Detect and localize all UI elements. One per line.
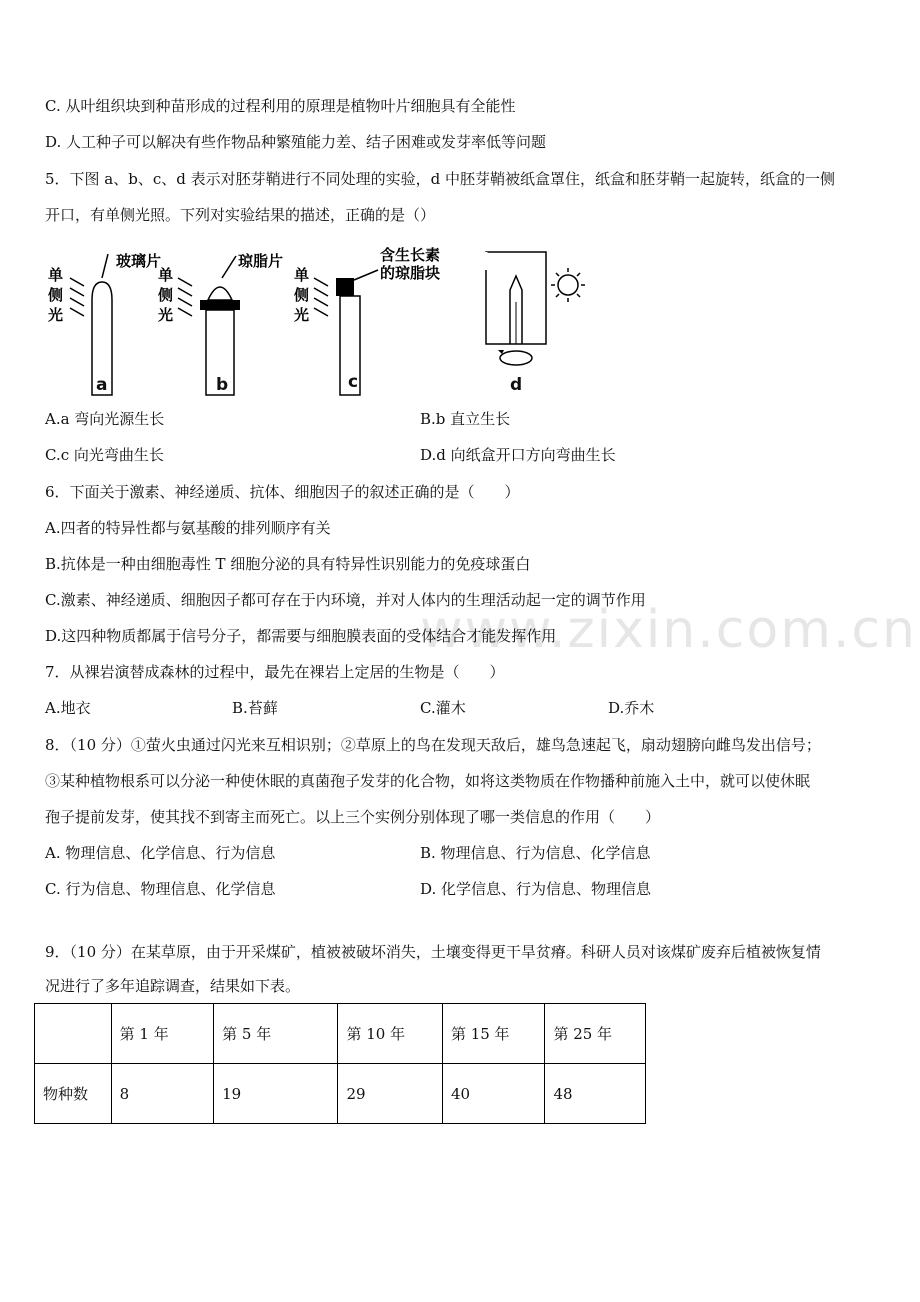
- light-arrows-c: [314, 278, 328, 316]
- table-header-cell: 第 10 年: [338, 1004, 442, 1064]
- panel-c: [293, 246, 440, 395]
- q6-option-c: C.激素、神经递质、细胞因子都可存在于内环境，并对人体内的生理活动起一定的调节作用: [45, 591, 646, 609]
- q5-option-d: D.d 向纸盒开口方向弯曲生长: [420, 446, 616, 464]
- table-cell: 48: [545, 1064, 646, 1124]
- q6-option-d: D.这四种物质都属于信号分子，都需要与细胞膜表面的受体结合才能发挥作用: [45, 627, 557, 645]
- side-light-1: 单: [48, 266, 64, 284]
- q8-stem-line2: ③某种植物根系可以分泌一种使休眠的真菌孢子发芽的化合物，如将这类物质在作物播种前施入土中，就可以使休眠: [45, 772, 811, 790]
- light-arrows-a: [70, 278, 84, 316]
- table-cell: 8: [111, 1064, 213, 1124]
- table-cell: 29: [338, 1064, 442, 1124]
- q6-option-b: B.抗体是一种由细胞毒性 T 细胞分泌的具有特异性识别能力的免疫球蛋白: [45, 555, 531, 573]
- q4-option-d: D. 人工种子可以解决有些作物品种繁殖能力差、结子困难或发芽率低等问题: [45, 133, 547, 151]
- table-header-cell: 第 1 年: [111, 1004, 213, 1064]
- svg-text:光: 光: [294, 306, 310, 324]
- sun-icon: [558, 275, 578, 295]
- rotation-arrow: [500, 351, 532, 365]
- q7-option-a: A.地衣: [45, 699, 91, 717]
- table-row-label: 物种数: [35, 1064, 112, 1124]
- q8-option-c: C. 行为信息、物理信息、化学信息: [45, 880, 276, 898]
- coleoptile-figure: [40, 240, 620, 400]
- q4-option-c: C. 从叶组织块到种苗形成的过程利用的原理是植物叶片细胞具有全能性: [45, 97, 516, 115]
- svg-text:单: 单: [294, 266, 310, 284]
- q5-stem-line1: 5．下图 a、b、c、d 表示对胚芽鞘进行不同处理的实验，d 中胚芽鞘被纸盒罩住，纸盒和胚芽鞘一起旋转，纸盒的一侧: [45, 170, 836, 188]
- species-table: [34, 1003, 646, 1124]
- label-agar: 琼脂片: [238, 252, 284, 270]
- svg-text:单: 单: [158, 266, 174, 284]
- panel-b: [157, 252, 283, 395]
- q5-option-c: C.c 向光弯曲生长: [45, 446, 164, 464]
- q8-option-d: D. 化学信息、行为信息、物理信息: [420, 880, 652, 898]
- panel-a: [47, 252, 161, 395]
- q8-stem-line1: 8．（10 分）①萤火虫通过闪光来互相识别；②草原上的鸟在发现天敌后，雄鸟急速起飞，扇动翅膀向雌鸟发出信号；: [45, 736, 821, 754]
- q9-stem-line1: 9．（10 分）在某草原，由于开采煤矿，植被被破坏消失，土壤变得更干旱贫瘠。科研人员对该煤矿废弃后植被恢复情: [45, 943, 821, 961]
- q7-stem: 7．从裸岩演替成森林的过程中，最先在裸岩上定居的生物是（ ）: [45, 663, 505, 681]
- q6-option-a: A.四者的特异性都与氨基酸的排列顺序有关: [45, 519, 331, 537]
- q8-stem-line3: 孢子提前发芽，使其找不到寄主而死亡。以上三个实例分别体现了哪一类信息的作用（ ）: [45, 808, 661, 826]
- fig-letter-b: b: [216, 375, 229, 395]
- q6-stem: 6．下面关于激素、神经递质、抗体、细胞因子的叙述正确的是（ ）: [45, 483, 520, 501]
- svg-text:侧: 侧: [294, 286, 310, 304]
- fig-letter-d: d: [510, 375, 523, 395]
- q7-option-d: D.乔木: [608, 699, 655, 717]
- table-header-cell: 第 15 年: [442, 1004, 545, 1064]
- q5-option-a: A.a 弯向光源生长: [45, 410, 165, 428]
- light-arrows-b: [178, 278, 192, 316]
- label-glass: 玻璃片: [116, 252, 162, 270]
- side-light-2: 侧: [48, 286, 64, 304]
- q9-stem-line2: 况进行了多年追踪调查，结果如下表。: [45, 977, 301, 995]
- table-cell: 19: [214, 1064, 338, 1124]
- panel-d: [486, 252, 585, 365]
- table-header-row: [35, 1004, 646, 1064]
- agar-plate: [200, 300, 240, 310]
- q5-option-b: B.b 直立生长: [420, 410, 511, 428]
- q8-option-a: A. 物理信息、化学信息、行为信息: [45, 844, 276, 862]
- svg-text:光: 光: [158, 306, 174, 324]
- glass-plate: [102, 254, 108, 278]
- q8-option-b: B. 物理信息、行为信息、化学信息: [420, 844, 651, 862]
- q7-option-b: B.苔藓: [232, 699, 278, 717]
- table-header-cell: 第 25 年: [545, 1004, 646, 1064]
- q7-option-c: C.灌木: [420, 699, 466, 717]
- table-header-cell: [35, 1004, 112, 1064]
- tip-b: [208, 287, 232, 300]
- q5-stem-line2: 开口，有单侧光照。下列对实验结果的描述，正确的是（）: [45, 206, 436, 224]
- table-header-cell: 第 5 年: [214, 1004, 338, 1064]
- table-cell: 40: [442, 1064, 545, 1124]
- label-auxin-1: 含生长素: [380, 246, 441, 264]
- auxin-block: [336, 278, 354, 296]
- watermark: www.zixin.com.cn: [420, 600, 917, 660]
- fig-letter-a: a: [96, 375, 108, 395]
- label-auxin-2: 的琼脂块: [380, 264, 441, 282]
- svg-text:侧: 侧: [158, 286, 174, 304]
- side-light-3: 光: [48, 306, 64, 324]
- table-row: [35, 1064, 646, 1124]
- fig-letter-c: c: [348, 372, 359, 392]
